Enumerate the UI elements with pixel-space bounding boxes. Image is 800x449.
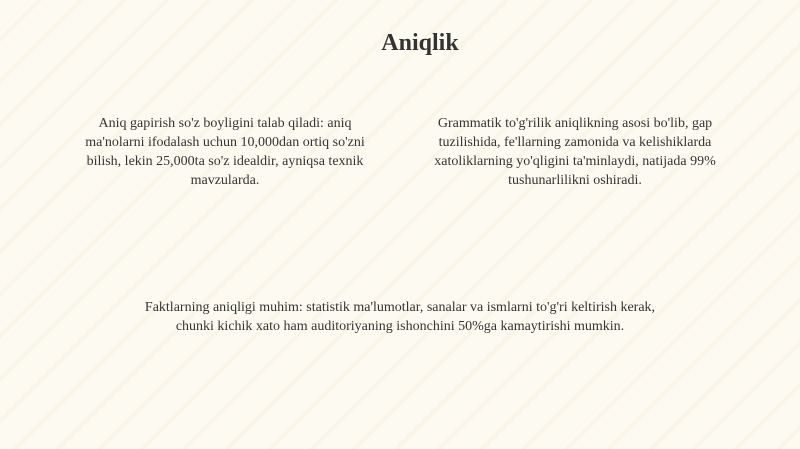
slide-title: Aniqlik xyxy=(381,30,459,56)
paragraph-vocabulary: Aniq gapirish so'z boyligini talab qiladi: aniq ma'nolarni ifodalash uchun 10,000dan ortiq so'zni bilish, lekin 25,000ta so'z idealdir, ayniqsa texnik mavzularda. xyxy=(85,116,365,188)
paragraph-facts: Faktlarning aniqligi muhim: statistik ma'lumotlar, sanalar va ismlarni to'g'ri keltirish kerak, chunki kichik xato ham auditoriyaning ishonchini 50%ga kamaytirishi mumkin. xyxy=(144,300,656,334)
paragraph-grammar: Grammatik to'g'rilik aniqlikning asosi bo'lib, gap tuzilishida, fe'llarning zamonida va kelishiklarda xatoliklarning yo'qligini ta'minlaydi, natijada 99% tushunarlilikni oshiradi. xyxy=(434,116,716,188)
